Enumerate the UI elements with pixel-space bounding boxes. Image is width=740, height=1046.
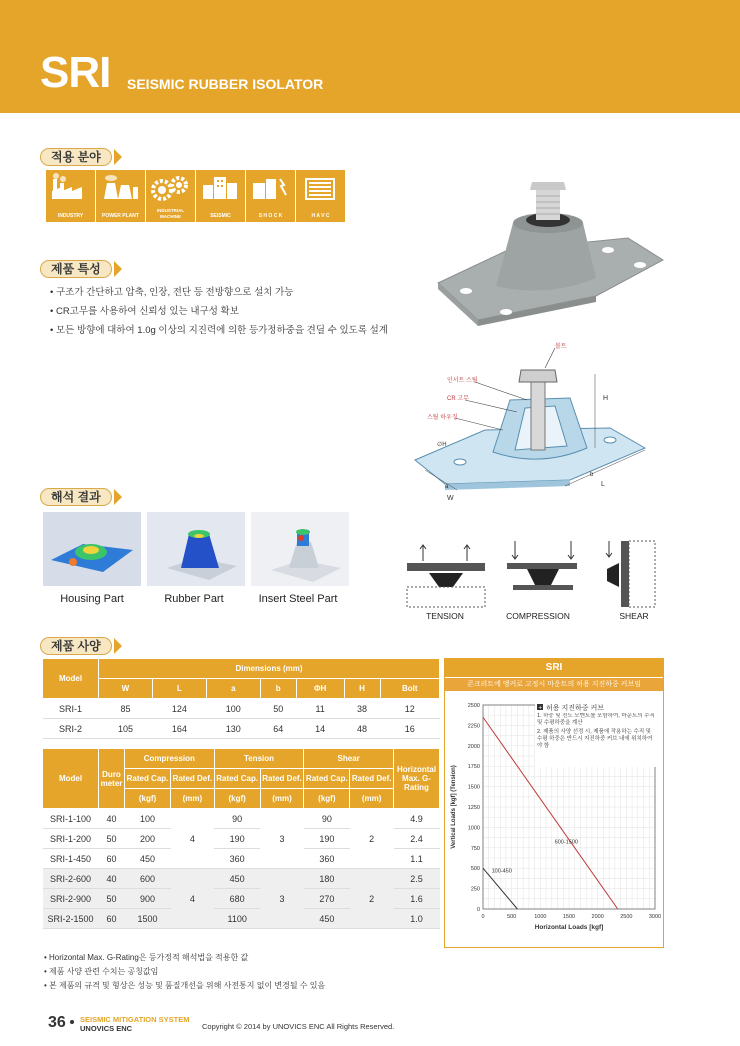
caption-housing: Housing Part [60, 593, 124, 605]
caption-insert-steel: Insert Steel Part [258, 593, 338, 605]
load-label-shear: SHEAR [619, 611, 649, 621]
section-label: 적용 분야 [40, 148, 112, 166]
housing-analysis-image [43, 512, 141, 586]
col-dimensions-group: Dimensions (mm) [99, 659, 440, 679]
chevron-right-icon [114, 261, 122, 277]
table-row: SRI-1 85 124 100 50 11 38 12 [43, 699, 440, 719]
section-analysis [40, 487, 122, 507]
industry-label: POWER PLANT [102, 213, 139, 219]
capacity-table: Model Duro meter Compression Tension Shear Horizontal Max. G-Rating Rated Cap. Rated Def. Rated Cap. Rated Def. Rated Cap. Rated Def. (kgf) (mm) (kgf) (mm) (kgf) (mm) SRI-1-100 40 100 4 90 3 90 2 4.9 SRI-1-200 50 200 190 190 2.4 SRI-1-450 60 450 360 360 1.1 SRI-2-600 40 600 4 450 3 180 2 2.5 SRI-2-900 50 900 680 270 1.6 SRI-2-1500 60 1500 1100 450 1.0 [42, 748, 440, 929]
feature-item: • 모든 방향에 대하여 1.0g 이상의 지진력에 의한 등가정하중을 견딜 수 있도록 설계 [50, 325, 388, 336]
load-label-tension: TENSION [426, 611, 464, 621]
power-plant-icon [100, 173, 141, 206]
industry-tile [246, 170, 295, 222]
header-banner [0, 0, 740, 113]
section-specs [40, 636, 122, 656]
col-g-rating: Horizontal Max. G-Rating [394, 749, 440, 809]
col-model: Model [43, 749, 99, 809]
col-shear: Shear [304, 749, 394, 769]
industry-tile [196, 170, 245, 222]
feature-list [50, 283, 388, 340]
load-curve-chart [445, 691, 663, 947]
dimensions-table [42, 658, 440, 739]
legend-title: 허용 지진하중 커브 [546, 705, 604, 712]
section-label: 제품 사양 [40, 637, 112, 655]
note-item: • Horizontal Max. G-Rating은 등가정적 해석법을 적용한 값 [44, 953, 249, 962]
load-label-compression: COMPRESSION [506, 611, 570, 621]
label-W: W [447, 495, 454, 500]
industry-label: SEISMIC [210, 213, 231, 219]
label-a: a [445, 484, 449, 490]
table-row: SRI-2 105 164 130 64 14 48 16 [43, 719, 440, 739]
label-cr-rubber: CR 고무 [447, 396, 469, 402]
tension-diagram [407, 545, 485, 607]
label-b: b [590, 472, 594, 478]
table-row: SRI-2-600 40 600 4 450 3 180 2 2.5 [43, 869, 440, 889]
seismic-curve-panel [444, 658, 664, 948]
col-compression: Compression [125, 749, 215, 769]
chevron-right-icon [114, 638, 122, 654]
industry-tile [96, 170, 145, 222]
table-row: SRI-1-200 50 200 190 190 2.4 [43, 829, 440, 849]
x-tick-label: 1500 [562, 914, 576, 920]
label-steel-housing: 스틸 하우징 [427, 415, 458, 421]
product-subtitle: SEISMIC RUBBER ISOLATOR [127, 76, 324, 92]
y-tick-label: 250 [470, 886, 480, 893]
col-header: H [344, 679, 380, 699]
shear-diagram [606, 541, 655, 607]
table-row: SRI-2-900 50 900 680 270 1.6 [43, 889, 440, 909]
col-header: L [152, 679, 206, 699]
label-insert-steel: 인서트 스틸 [447, 378, 478, 384]
section-features [40, 259, 122, 279]
industry-label: INDUSTRIAL MACHINE [156, 208, 185, 219]
product-code: SRI [40, 48, 111, 97]
page-number: 36 [48, 1014, 66, 1031]
analysis-images [43, 512, 349, 586]
x-tick-label: 1000 [534, 914, 547, 920]
industry-label: S H O C K [258, 213, 283, 219]
industry-tile [46, 170, 95, 222]
shock-icon [250, 173, 291, 206]
insert-steel-analysis-image [251, 512, 349, 586]
label-hole: ∅H [437, 442, 447, 448]
footer-dot [70, 1020, 74, 1024]
chevron-right-icon [114, 149, 122, 165]
legend-note-2: 2. 제품의 사양 선정 시, 제품에 작용하는 수직 및 수평 하중은 반드시 지진하중 커브 내에 위치하여야 함 [537, 729, 653, 749]
caption-rubber: Rubber Part [164, 593, 224, 605]
col-durometer: Duro meter [99, 749, 125, 809]
y-tick-label: 1750 [467, 764, 480, 771]
y-tick-label: 500 [470, 866, 480, 873]
x-tick-label: 2000 [591, 914, 604, 920]
col-header: a [206, 679, 260, 699]
y-tick-label: 2000 [467, 743, 480, 750]
factory-icon [50, 173, 91, 206]
y-tick-label: 1000 [467, 825, 480, 832]
y-tick-label: 2500 [467, 703, 480, 709]
label-bolt: 볼트 [555, 344, 567, 350]
chart-legend [535, 701, 657, 767]
table-row: SRI-1-450 60 450 360 360 1.1 [43, 849, 440, 869]
y-tick-label: 1250 [467, 805, 480, 811]
section-label: 해석 결과 [40, 488, 112, 506]
table-row: SRI-1-100 40 100 4 90 3 90 2 4.9 [43, 809, 440, 829]
col-header: W [99, 679, 153, 699]
note-item: • 제품 사양 관련 수치는 공칭값임 [44, 967, 159, 976]
svg-text:+: + [538, 705, 543, 712]
col-header: Bolt [380, 679, 439, 699]
feature-item: • 구조가 간단하고 압축, 인장, 전단 등 전방향으로 설치 가능 [50, 287, 294, 298]
y-tick-label: 2250 [467, 723, 480, 730]
gears-icon [150, 173, 191, 206]
hvac-icon [300, 173, 341, 206]
chart-panel-subtitle: 콘크리트에 앵커로 고정시 마운트의 허용 지진하중 커브임 [445, 677, 663, 691]
series-label: 600-1500 [554, 839, 578, 846]
label-L: L [601, 481, 605, 488]
section-label: 제품 특성 [40, 260, 112, 278]
note-item: • 본 제품의 규격 및 형상은 성능 및 품질개선을 위해 사전통지 없이 변경될 수 있음 [44, 981, 326, 990]
col-header: b [260, 679, 296, 699]
industry-tile [146, 170, 195, 222]
industry-label: H A V C [311, 213, 330, 219]
y-tick-label: 0 [476, 907, 480, 913]
col-header: ΦH [296, 679, 344, 699]
section-application [40, 147, 122, 167]
x-tick-label: 0 [481, 914, 485, 920]
x-tick-label: 2500 [620, 914, 633, 920]
x-axis-label: Horizontal Loads [kgf] [534, 924, 604, 931]
table-row: SRI-2-1500 60 1500 1100 450 1.0 [43, 909, 440, 929]
rubber-analysis-image [147, 512, 245, 586]
copyright: Copyright © 2014 by UNOVICS ENC All Rights Reserved. [202, 1022, 395, 1031]
industry-icons [46, 170, 345, 222]
cutaway-diagram [405, 340, 675, 500]
footer-system: SEISMIC MITIGATION SYSTEM [80, 1015, 190, 1024]
series-label: 100-450 [491, 868, 512, 875]
chevron-right-icon [114, 489, 122, 505]
industry-label: INDUSTRY [57, 213, 84, 219]
y-tick-label: 750 [470, 845, 480, 852]
y-tick-label: 1500 [467, 784, 480, 791]
col-model: Model [43, 659, 99, 699]
load-mode-diagrams [403, 535, 668, 610]
feature-item: • CR고무를 사용하여 신뢰성 있는 내구성 확보 [50, 306, 239, 317]
buildings-icon [200, 173, 241, 206]
x-tick-label: 500 [507, 914, 517, 920]
label-H: H [603, 395, 609, 402]
compression-diagram [507, 541, 577, 590]
footer-brand [80, 1015, 189, 1033]
spec-notes [44, 951, 325, 993]
y-axis-label: Vertical Loads [kgf] (Tension) [451, 765, 457, 849]
product-photo [418, 168, 668, 338]
industry-tile [296, 170, 345, 222]
chart-panel-title: SRI [445, 659, 663, 677]
x-tick-label: 3000 [648, 914, 662, 920]
legend-note-1: 1. 하중 및 전도 모멘트를 포함하여, 마운트의 수직 및 수평하중을 계산 [537, 713, 655, 726]
col-tension: Tension [214, 749, 304, 769]
footer-company: UNOVICS ENC [80, 1024, 133, 1033]
